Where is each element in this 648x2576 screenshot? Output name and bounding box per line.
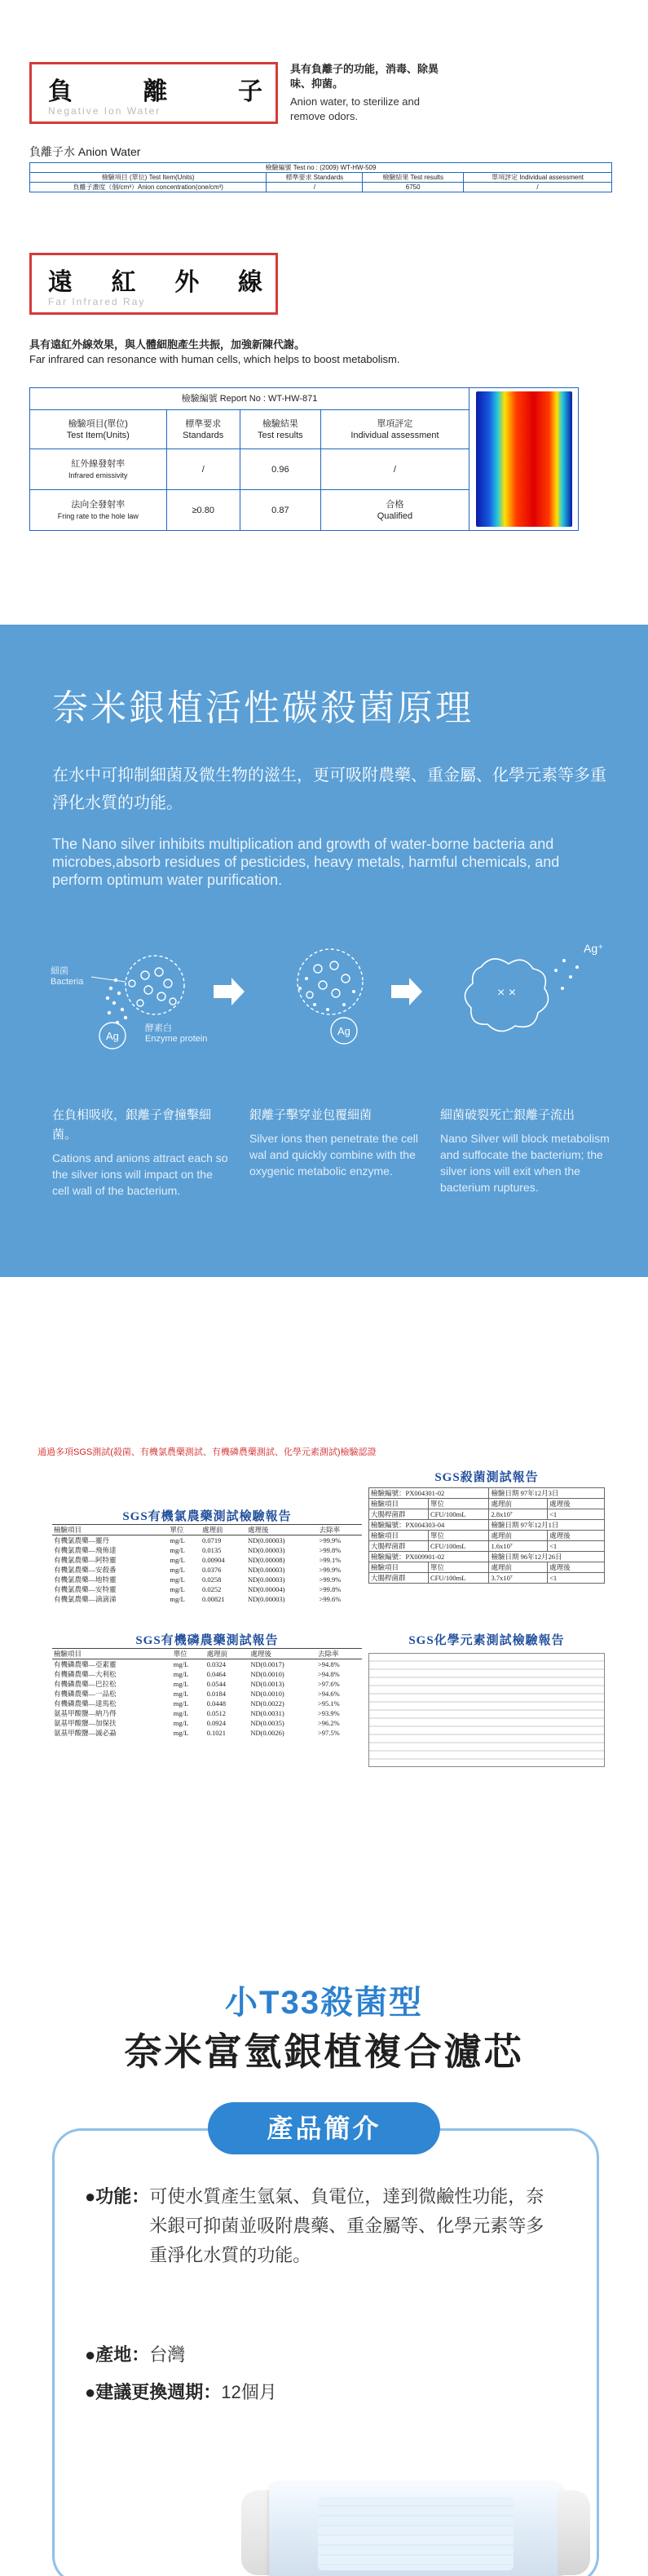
- bac-no: 檢驗編號：PX004303-04: [369, 1520, 489, 1531]
- bac-date: 檢驗日期 97年12月1日: [489, 1520, 605, 1531]
- bac-th: 處理後: [548, 1562, 605, 1573]
- sgs-bacteria-table: [368, 1487, 605, 1584]
- op-th: 處理後: [249, 1649, 316, 1659]
- thermal-image: [476, 391, 572, 527]
- feature-function: [85, 2182, 558, 2270]
- op-td: mg/L: [173, 1680, 189, 1688]
- bac-td: <1: [548, 1509, 605, 1520]
- arrow-right-icon: [214, 978, 245, 1005]
- anion-title-char: 離: [143, 78, 168, 105]
- ocl-td: mg/L: [170, 1536, 185, 1544]
- table-row: [52, 1545, 362, 1555]
- infrared-table: [29, 387, 579, 531]
- op-th: 處理前: [205, 1649, 249, 1659]
- anion-td: /: [464, 183, 612, 192]
- anion-th: 檢驗結果 Test results: [363, 173, 464, 183]
- cartridge-body: [269, 2482, 562, 2576]
- ocl-th: 去除率: [318, 1525, 362, 1535]
- op-td: mg/L: [173, 1660, 189, 1668]
- infrared-item-en: Fring rate to the hole law: [57, 511, 139, 520]
- bac-th: 處理前: [489, 1499, 548, 1509]
- sgs-op-table: [52, 1648, 362, 1738]
- infrared-th-zh: 單項評定: [377, 418, 413, 429]
- ocl-td: >99.8%: [319, 1585, 342, 1593]
- sgs-ocl-title: SGS有機氯農藥測試檢驗報告: [122, 1510, 292, 1523]
- bac-td: CFU/100mL: [429, 1509, 489, 1520]
- feature-text: 12個月: [221, 2382, 277, 2402]
- bac-td: 3.7x10⁷: [489, 1573, 548, 1584]
- ocl-td: 有機氯農藥—地特靈: [54, 1575, 117, 1584]
- table-row: [52, 1669, 362, 1679]
- table-row: [52, 1535, 362, 1546]
- anion-table: [29, 162, 612, 192]
- ocl-th: 檢驗項目: [52, 1525, 168, 1535]
- step-1: [52, 1106, 231, 1199]
- anion-td: 6750: [363, 183, 464, 192]
- ocl-td: 0.0258: [202, 1575, 222, 1584]
- anion-label: 負離子水 Anion Water: [29, 145, 141, 158]
- infrared-th: [240, 410, 320, 449]
- ocl-td: ND(0.00003): [247, 1566, 285, 1574]
- anion-desc-en: Anion water, to sterilize and remove odors.: [290, 95, 420, 122]
- sgs-ocl-table: [52, 1524, 362, 1604]
- ocl-td: 有機氯農藥—滴滴涕: [54, 1595, 117, 1603]
- ocl-td: 有機氯農藥—安殺番: [54, 1566, 117, 1574]
- infrared-th-en: Individual assessment: [350, 430, 439, 440]
- ocl-td: mg/L: [170, 1546, 185, 1554]
- op-td: >95.1%: [317, 1699, 340, 1708]
- sgs-op-report: [52, 1631, 362, 1770]
- infrared-item-en: Infrared emissivity: [68, 471, 128, 479]
- infrared-th-zh: 標準要求: [185, 418, 222, 429]
- infrared-th-en: Standards: [183, 430, 224, 440]
- cartridge-right-cap: [558, 2490, 590, 2575]
- ag-plus-label: Ag⁺: [584, 942, 604, 955]
- ocl-td: 0.0719: [202, 1536, 222, 1544]
- thermal-image-cell: [469, 388, 579, 531]
- filter-cartridge-image: [233, 2466, 616, 2576]
- ocl-th: 單位: [168, 1525, 201, 1535]
- op-td: 0.0512: [206, 1709, 226, 1717]
- table-row: [52, 1708, 362, 1718]
- op-td: >97.6%: [317, 1680, 340, 1688]
- op-td: 有機磷農藥—達馬松: [54, 1699, 117, 1708]
- infrared-title-char: 線: [237, 269, 262, 296]
- op-td: 0.0544: [206, 1680, 226, 1688]
- bac-th: 檢驗項目: [369, 1499, 429, 1509]
- bac-th: 處理後: [548, 1499, 605, 1509]
- ocl-td: >99.9%: [319, 1536, 342, 1544]
- infrared-title: [32, 262, 276, 298]
- ocl-td: ND(0.00008): [247, 1556, 285, 1564]
- ocl-td: >99.1%: [319, 1556, 342, 1564]
- bac-th: 處理後: [548, 1531, 605, 1541]
- arrow-right-icon: [391, 978, 422, 1005]
- cartridge-label: [318, 2497, 514, 2570]
- infrared-item-zh: 法向全發射率: [71, 499, 126, 510]
- op-td: mg/L: [173, 1709, 189, 1717]
- feature-label: ●產地：: [85, 2344, 150, 2365]
- anion-td: /: [267, 183, 363, 192]
- bac-th: 檢驗項目: [369, 1531, 429, 1541]
- bac-th: 處理前: [489, 1562, 548, 1573]
- sgs-notice: 通過多項SGS測試(殺菌、有機氯農藥測試、有機磷農藥測試、化學元素測試)檢驗認證: [37, 1447, 377, 1457]
- anion-th: 標準要求 Standards: [267, 173, 363, 183]
- bacteria-cluster-icon: [126, 956, 184, 1014]
- ocl-td: mg/L: [170, 1566, 185, 1574]
- op-td: mg/L: [173, 1729, 189, 1737]
- feature-text: 台灣: [149, 2344, 186, 2365]
- bac-date: 檢驗日期 97年12月3日: [489, 1488, 605, 1499]
- op-td: >94.8%: [317, 1670, 340, 1678]
- op-td: ND(0.0017): [250, 1660, 284, 1668]
- op-td: 有機磷農藥—亞素靈: [54, 1660, 117, 1668]
- sgs-chem-title: SGS化學元素測試檢驗報告: [408, 1634, 565, 1647]
- step-3-zh: 細菌破裂死亡銀離子流出: [440, 1108, 575, 1122]
- sgs-bacteria-report: [368, 1468, 605, 1623]
- infrared-td: 0.96: [240, 449, 320, 490]
- op-td: 0.0924: [206, 1719, 226, 1727]
- infrared-td: [320, 490, 469, 531]
- bac-td: 大腸桿菌群: [369, 1573, 429, 1584]
- op-th: 檢驗項目: [52, 1649, 172, 1659]
- op-td: ND(0.0022): [250, 1699, 284, 1708]
- enzyme-label-zh: 酵素白: [145, 1023, 172, 1033]
- op-td: mg/L: [173, 1699, 189, 1708]
- bacteria-label-zh: 細菌: [51, 966, 68, 976]
- ocl-td: 0.00904: [202, 1556, 225, 1564]
- op-td: ND(0.0013): [250, 1680, 284, 1688]
- op-td: 0.0324: [206, 1660, 226, 1668]
- infrared-title-char: 紅: [111, 269, 136, 296]
- anion-subtitle: Negative Ion Water: [48, 105, 161, 117]
- op-td: >93.9%: [317, 1709, 340, 1717]
- ocl-td: mg/L: [170, 1556, 185, 1564]
- bac-th: 處理前: [489, 1531, 548, 1541]
- op-td: mg/L: [173, 1719, 189, 1727]
- feature-origin: [85, 2340, 185, 2370]
- op-td: >96.2%: [317, 1719, 340, 1727]
- step-1-en: Cations and anions attract each so the silver ions will impact on the cell wall of the bacterium.: [52, 1151, 228, 1197]
- bacteria-penetrated-icon: [298, 949, 363, 1014]
- bac-td: 1.6x10⁷: [489, 1541, 548, 1552]
- product-title-2: 奈米富氫銀植複合濾芯: [124, 2030, 524, 2073]
- op-td: ND(0.0031): [250, 1709, 284, 1717]
- feature-text: 可使水質產生氫氣、負電位，達到微鹼性功能，奈米銀可抑菌並吸附農藥、重金屬等、化學元素等多重淨化水質的功能。: [149, 2186, 544, 2265]
- silver-ion-dots-icon: [106, 979, 127, 1024]
- op-td: ND(0.0010): [250, 1670, 284, 1678]
- nano-section: [0, 625, 648, 1277]
- table-row: [52, 1679, 362, 1689]
- infrared-desc-en: Far infrared can resonance with human cells, which helps to boost metabolism.: [29, 353, 400, 365]
- anion-th: 檢驗項目 (單位) Test Item(Units): [30, 173, 267, 183]
- infrared-subtitle: Far Infrared Ray: [48, 296, 146, 307]
- anion-title-char: 負: [48, 78, 73, 105]
- bac-no: 檢驗編號：PX009901-02: [369, 1552, 489, 1562]
- ocl-td: 0.0135: [202, 1546, 222, 1554]
- infrared-td: [30, 449, 167, 490]
- ocl-td: >99.9%: [319, 1566, 342, 1574]
- table-row: [52, 1699, 362, 1708]
- ocl-th: 處理前: [201, 1525, 246, 1535]
- nano-para-zh: 在水中可抑制細菌及微生物的滋生，更可吸附農藥、重金屬、化學元素等多重淨化水質的功能。: [52, 767, 606, 812]
- table-row: [52, 1565, 362, 1575]
- infrared-th: [166, 410, 240, 449]
- ocl-td: mg/L: [170, 1585, 185, 1593]
- feature-label: ●建議更換週期：: [85, 2382, 222, 2402]
- ocl-td: >99.8%: [319, 1546, 342, 1554]
- table-row: [52, 1659, 362, 1670]
- product-intro-pill: 產品簡介: [208, 2102, 440, 2154]
- bac-date: 檢驗日期 96年12月26日: [489, 1552, 605, 1562]
- ocl-td: 0.00821: [202, 1595, 225, 1603]
- bac-th: 檢驗項目: [369, 1562, 429, 1573]
- op-td: 有機磷農藥—大利松: [54, 1670, 117, 1678]
- ag-label: Ag: [106, 1030, 119, 1042]
- ocl-td: 有機氯農藥—阿特靈: [54, 1556, 117, 1564]
- step-2: [249, 1106, 429, 1179]
- infrared-th-zh: 檢驗結果: [262, 418, 298, 429]
- ocl-td: 有機氯農藥—安特靈: [54, 1585, 117, 1593]
- anion-title-char: 子: [238, 78, 262, 105]
- op-td: >97.5%: [317, 1729, 340, 1737]
- infrared-th-en: Test Item(Units): [66, 430, 130, 440]
- ag-label: Ag: [337, 1025, 350, 1037]
- ocl-td: ND(0.00003): [247, 1536, 285, 1544]
- ocl-td: ND(0.00004): [247, 1585, 285, 1593]
- bac-td: CFU/100mL: [429, 1573, 489, 1584]
- sgs-op-title: SGS有機磷農藥測試報告: [135, 1634, 279, 1647]
- sgs-ocl-report: [52, 1507, 362, 1629]
- infrared-td: 0.87: [240, 490, 320, 531]
- bac-th: 單位: [429, 1531, 489, 1541]
- nano-diagram: [41, 935, 619, 1065]
- op-td: ND(0.0035): [250, 1719, 284, 1727]
- infrared-item-zh: 紅外線發射率: [71, 458, 126, 469]
- step-2-zh: 銀離子擊穿並包覆細菌: [249, 1108, 372, 1122]
- infrared-report-no: 檢驗編號 Report No : WT-HW-871: [30, 388, 469, 410]
- ocl-td: ND(0.00003): [247, 1575, 285, 1584]
- table-row: [52, 1555, 362, 1565]
- op-td: >94.8%: [317, 1660, 340, 1668]
- step-2-en: Silver ions then penetrate the cell wal and quickly combine with the oxygenic metabolic enzyme.: [249, 1132, 419, 1178]
- op-td: 有機磷農藥—巴拉松: [54, 1680, 117, 1688]
- anion-td: 負離子濃度（個/cm³）Anion concentration(one/cm³): [30, 183, 267, 192]
- bacteria-pointer: [91, 977, 126, 982]
- anion-report-no: 檢驗編號 Test no : (2009) WT-HW-509: [30, 163, 612, 173]
- ocl-td: >99.9%: [319, 1575, 342, 1584]
- sgs-bacteria-title: SGS殺菌測試報告: [434, 1471, 539, 1484]
- bac-td: CFU/100mL: [429, 1541, 489, 1552]
- bac-th: 單位: [429, 1499, 489, 1509]
- nano-para-en: The Nano silver inhibits multiplication and growth of water-borne bacteria and microbes,absorb residues of pesticides, heavy metals, harmful chemicals, and perform optimum water purification.: [52, 836, 560, 888]
- infrared-td: /: [166, 449, 240, 490]
- ocl-th: 處理後: [246, 1525, 318, 1535]
- op-td: 0.1021: [206, 1729, 226, 1737]
- op-td: >94.6%: [317, 1690, 340, 1698]
- op-td: mg/L: [173, 1670, 189, 1678]
- infrared-assess-en: Qualified: [377, 510, 413, 521]
- op-td: ND(0.0026): [250, 1729, 284, 1737]
- bac-td: <1: [548, 1573, 605, 1584]
- step-3-en: Nano Silver will block metabolism and suffocate the bacterium; the silver ions will exit when the bacterium ruptures.: [440, 1132, 610, 1194]
- feature-label: ●功能：: [85, 2186, 150, 2207]
- infrared-title-char: 遠: [48, 269, 73, 296]
- infrared-th: [30, 410, 167, 449]
- ocl-td: >99.6%: [319, 1595, 342, 1603]
- ocl-td: ND(0.00003): [247, 1546, 285, 1554]
- op-th: 單位: [172, 1649, 205, 1659]
- op-td: 氨基甲酸鹽—納乃得: [54, 1709, 117, 1717]
- bac-td: <1: [548, 1541, 605, 1552]
- op-td: 氨基甲酸鹽—加保扶: [54, 1719, 117, 1727]
- ocl-td: mg/L: [170, 1575, 185, 1584]
- infrared-td: ≥0.80: [166, 490, 240, 531]
- product-title-1: 小T33殺菌型: [225, 1985, 423, 2021]
- table-row: [52, 1718, 362, 1728]
- infrared-th: [320, 410, 469, 449]
- infrared-title-box: [29, 253, 278, 315]
- ocl-td: 有機氯農藥—靈丹: [54, 1536, 110, 1544]
- ocl-td: 有機氯農藥—飛佈達: [54, 1546, 117, 1554]
- op-td: 有機磷農藥—一品松: [54, 1690, 117, 1698]
- enzyme-label-en: Enzyme protein: [145, 1034, 208, 1044]
- infrared-td: /: [320, 449, 469, 490]
- op-td: ND(0.0010): [250, 1690, 284, 1698]
- op-td: 氨基甲酸鹽—滅必蝨: [54, 1729, 117, 1737]
- bac-td: 2.8x10⁷: [489, 1509, 548, 1520]
- step-1-zh: 在負相吸收，銀離子會撞擊細菌。: [52, 1108, 212, 1142]
- step-3: [440, 1106, 619, 1195]
- bac-td: 大腸桿菌群: [369, 1541, 429, 1552]
- sgs-chem-report: [368, 1631, 605, 1770]
- ocl-td: mg/L: [170, 1595, 185, 1603]
- bac-no: 檢驗編號：PX004301-02: [369, 1488, 489, 1499]
- sgs-chem-scan: [368, 1653, 605, 1767]
- bacteria-label-en: Bacteria: [51, 977, 84, 987]
- table-row: [52, 1584, 362, 1594]
- op-td: 0.0464: [206, 1670, 226, 1678]
- infrared-desc-zh: 具有遠紅外線效果，與人體細胞產生共振，加強新陳代謝。: [29, 338, 306, 351]
- anion-title: [32, 71, 276, 107]
- anion-th: 單項評定 Individual assessment: [464, 173, 612, 183]
- infrared-title-char: 外: [174, 269, 200, 296]
- anion-desc-zh: 具有負離子的功能，消毒、除異味、抑菌。: [290, 63, 439, 90]
- dead-mark: × ×: [497, 986, 517, 1000]
- silver-ion-dots-icon: [554, 959, 579, 990]
- table-row: [52, 1728, 362, 1738]
- infrared-td: [30, 490, 167, 531]
- ocl-td: ND(0.00003): [247, 1595, 285, 1603]
- op-th: 去除率: [316, 1649, 362, 1659]
- infrared-assess-zh: 合格: [386, 499, 404, 510]
- ocl-td: 0.0376: [202, 1566, 222, 1574]
- nano-heading: 奈米銀植活性碳殺菌原理: [52, 688, 474, 728]
- infrared-th-zh: 檢驗項目(單位): [68, 418, 128, 429]
- bac-th: 單位: [429, 1562, 489, 1573]
- infrared-th-en: Test results: [258, 430, 303, 440]
- table-row: [52, 1594, 362, 1604]
- anion-title-box: [29, 62, 278, 124]
- op-td: mg/L: [173, 1690, 189, 1698]
- bac-td: 大腸桿菌群: [369, 1509, 429, 1520]
- table-row: [52, 1689, 362, 1699]
- feature-replacement: [85, 2378, 277, 2407]
- ocl-td: 0.0252: [202, 1585, 222, 1593]
- op-td: 0.0448: [206, 1699, 226, 1708]
- op-td: 0.0184: [206, 1690, 226, 1698]
- table-row: [52, 1575, 362, 1584]
